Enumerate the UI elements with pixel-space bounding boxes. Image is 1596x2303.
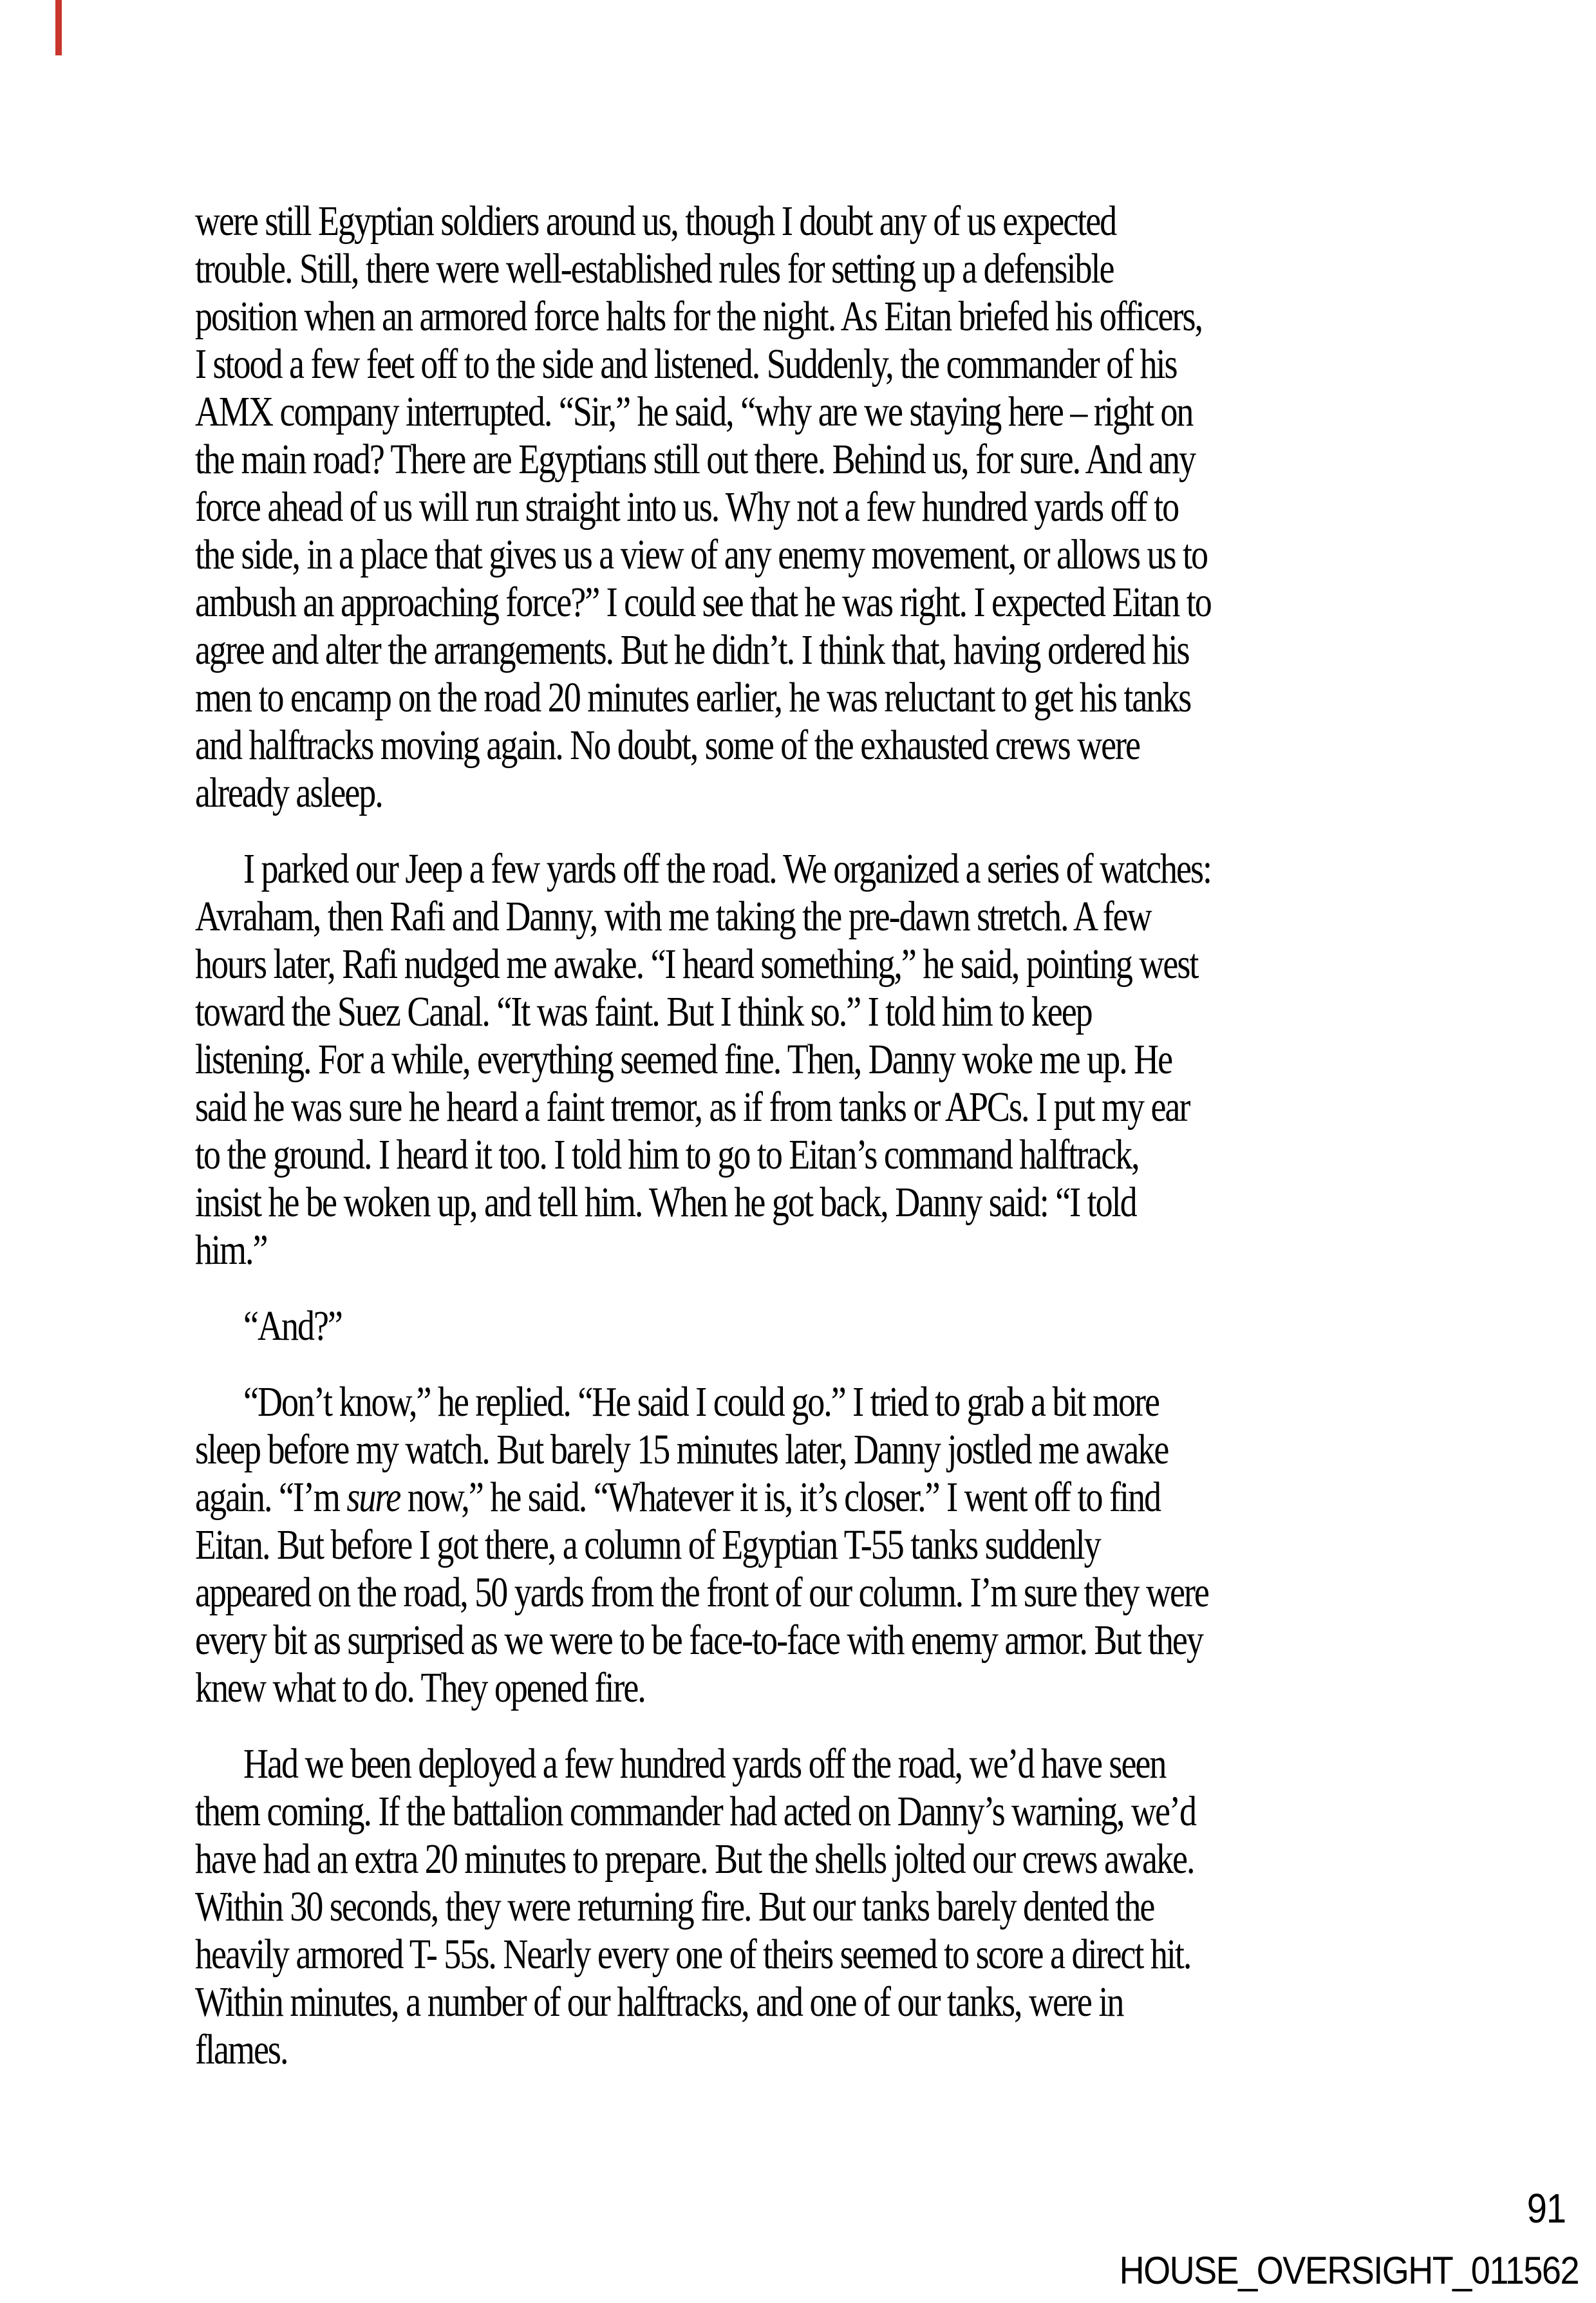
text-line: flames. [195,2026,288,2073]
text-line: sleep before my watch. But barely 15 minutes later, Danny jostled me awake [195,1425,1169,1473]
paragraph [195,1302,1460,1349]
text-line: ambush an approaching force?” I could see that he was right. I expected Eitan to [195,578,1211,626]
text-line: Within 30 seconds, they were returning fire. But our tanks barely dented the [195,1883,1154,1930]
text-line: force ahead of us will run straight into us. Why not a few hundred yards off to [195,483,1179,531]
text-line: position when an armored force halts for the night. As Eitan briefed his officers, [195,292,1203,340]
text-line: them coming. If the battalion commander had acted on Danny’s warning, we’d [195,1787,1196,1835]
text-segment: again. “I’m [195,1473,347,1521]
paragraph [195,1378,1460,1711]
text-line: and halftracks moving again. No doubt, some of the exhausted crews were [195,721,1140,769]
text-line: “And?” [243,1302,342,1349]
text-line: AMX company interrupted. “Sir,” he said, “why are we staying here – right on [195,388,1193,435]
text-line: insist he be woken up, and tell him. When he got back, Danny said: “I told [195,1178,1136,1226]
page-number: 91 [1526,2185,1566,2232]
red-edge-mark [55,0,62,55]
paragraph [195,1740,1460,2073]
text-line: I parked our Jeep a few yards off the road. We organized a series of watches: [243,845,1211,892]
text-line: already asleep. [195,769,382,816]
text-line: Had we been deployed a few hundred yards off the road, we’d have seen [243,1740,1166,1787]
italic-word: sure [346,1473,400,1521]
text-line: every bit as surprised as we were to be face-to-face with enemy armor. But they [195,1616,1203,1664]
text-line: hours later, Rafi nudged me awake. “I heard something,” he said, pointing west [195,940,1198,988]
text-line: toward the Suez Canal. “It was faint. But I think so.” I told him to keep [195,988,1092,1035]
text-line: to the ground. I heard it too. I told him to go to Eitan’s command halftrack, [195,1131,1139,1178]
text-line: Eitan. But before I got there, a column of Egyptian T-55 tanks suddenly [195,1521,1100,1568]
text-line: appeared on the road, 50 yards from the front of our column. I’m sure they were [195,1568,1208,1616]
text-segment: now,” he said. “Whatever it is, it’s closer.” I went off to find [400,1473,1161,1521]
text-line: agree and alter the arrangements. But he didn’t. I think that, having ordered his [195,626,1189,673]
text-line: “Don’t know,” he replied. “He said I could go.” I tried to grab a bit more [243,1378,1159,1425]
text-line: listening. For a while, everything seemed fine. Then, Danny woke me up. He [195,1035,1172,1083]
paragraph [195,197,1460,816]
text-line: trouble. Still, there were well-established rules for setting up a defensible [195,245,1114,292]
text-line: Within minutes, a number of our halftracks, and one of our tanks, were in [195,1978,1123,2026]
text-line: have had an extra 20 minutes to prepare. But the shells jolted our crews awake. [195,1835,1194,1883]
text-line: heavily armored T- 55s. Nearly every one of theirs seemed to score a direct hit. [195,1930,1191,1978]
paragraph [195,845,1460,1274]
manuscript-text [195,197,1460,2073]
text-line: Avraham, then Rafi and Danny, with me taking the pre-dawn stretch. A few [195,892,1151,940]
text-line: said he was sure he heard a faint tremor, as if from tanks or APCs. I put my ear [195,1083,1190,1131]
text-line: were still Egyptian soldiers around us, though I doubt any of us expected [195,197,1116,245]
text-line: knew what to do. They opened fire. [195,1664,645,1711]
text-line: men to encamp on the road 20 minutes earlier, he was reluctant to get his tanks [195,673,1191,721]
text-line: I stood a few feet off to the side and listened. Suddenly, the commander of his [195,340,1177,388]
text-line: the main road? There are Egyptians still out there. Behind us, for sure. And any [195,435,1196,483]
text-line: him.” [195,1226,267,1274]
text-line: the side, in a place that gives us a view of any enemy movement, or allows us to [195,531,1208,578]
bates-stamp: HOUSE_OVERSIGHT_011562 [1119,2249,1579,2293]
